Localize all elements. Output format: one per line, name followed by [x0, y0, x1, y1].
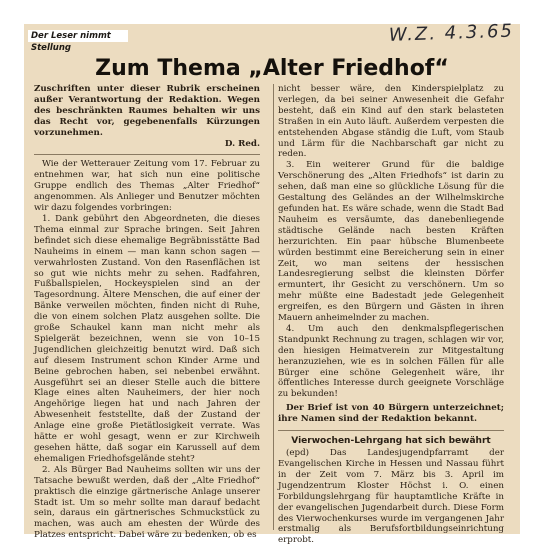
article-title: Zum Thema „Alter Friedhof“	[95, 56, 449, 81]
section-paragraph: (epd) Das Landesjugendpfarramt der Evangelischen Kirche in Hessen und Nassau führt in der Zeit vom 7. März bis 3. April im Jugendzentrum Kloster Höchst i. O. einen Forbildungslehrgang für hauptamtliche Kräfte in der evangelischen Jugendarbeit durch. Diese Form des Vierwochenkurses wurde im vergangenen Jahr erstmalig als Berufsfortbildungseinrichtung erprobt.	[278, 448, 504, 546]
left-column	[34, 84, 260, 541]
paragraph: 3. Ein weiterer Grund für die baldige Verschönerung des „Alten Friedhofs“ ist darin zu sehen, daß man eine so glückliche Lösung für die Gestaltung des Geländes an der Wilhelmskirche gefunden hat. Es wäre schade, wenn die Stadt Bad Nauheim es versäumte, das danebenliegende städtische Gelände nach besten Kräften herzurichten. Ein paar hübsche Blumenbeete würden bestimmt eine Bereicherung sein in einer Zeit, wo man seitens der hessischen Landesregierung selbst die kleinsten Dörfer ermuntert, ihr Gesicht zu verschönern. Um so mehr müßte eine Badestadt jede Gelegenheit ergreifen, es den Bürgern und Gästen in ihren Mauern anheimelnder zu machen.	[278, 160, 504, 324]
paragraph: 1. Dank gebührt den Abgeordneten, die dieses Thema einmal zur Sprache bringen. Seit Jahren befindet sich diese ehemalige Begräbnisstätte Bad Nauheims in einem — man kann schon sagen — verwahrlosten Zustand. Von den Rasenflächen ist so gut wie nichts mehr zu sehen. Radfahren, Fußballspielen, Hockeyspielen sind an der Tagesordnung. Ältere Menschen, die auf einer der Bänke verweilen möchten, finden nicht di Ruhe, die von einem solchen Platz ausgehen sollte. Die große Schaukel kann man nicht mehr als Spielgerät bezeichnen, wenn sie von 10–15 Jugendlichen gleichzeitig benutzt wird. Daß sich auf diesem Instrument schon Kinder Arme und Beine gebrochen haben, sei nebenbei erwähnt. Ausgeführt sei an dieser Stelle auch die bittere Klage eines alten Nauheimers, der hier noch Angehörige liegen hat und nach Jahren der Abwesenheit feststellte, daß der Zustand der Anlage eine große Pietätlosigkeit verrate. Was hätte er wohl gesagt, wenn er zur Kirchweih gesehen hätte, daß sogar ein Karussell auf dem ehemaligen Friedhofsgelände steht?	[34, 213, 260, 464]
newspaper-clipping	[24, 20, 520, 546]
paragraph: Wie der Wetterauer Zeitung vom 17. Februar zu entnehmen war, hat sich nun eine politische Gruppe endlich des Themas „Alter Friedhof“ angenommen. Als Anlieger und Benutzer möchten wir dazu folgendes vorbringen:	[34, 159, 260, 214]
section-heading: Vierwochen-Lehrgang hat sich bewährt	[291, 436, 491, 447]
handwritten-date-note: W.Z. 4.3.65	[388, 20, 515, 46]
right-column	[278, 84, 504, 546]
paragraph: 4. Um auch den denkmalspflegerischen Standpunkt Rechnung zu tragen, schlagen wir vor, den hiesigen Heimatverein zur Mitgestaltung heranzuziehen, wie es in solchen Fällen für alle Bürger eine schöne Gelegenheit wäre, ihr öffentliches Interesse durch geeignete Vorschläge zu bekunden!	[278, 323, 504, 400]
paragraph: nicht besser wäre, den Kinderspielplatz zu verlegen, da bei seiner Anwesenheit die Gefahr besteht, daß ein Kind auf den stark belasteten Straßen in ein Auto läuft. Außerdem verpesten die entstehenden Abgase ständig die Luft, vom Staub und Lärm für die Nachbarschaft gar nicht zu reden.	[278, 84, 504, 160]
signature-note: Der Brief ist von 40 Bürgern unterzeichnet; ihre Namen sind der Redaktion bekannt.	[278, 403, 504, 425]
paragraph: 2. Als Bürger Bad Nauheims sollten wir uns der Tatsache bewußt werden, daß der „Alte Friedhof“ praktisch die einzige gärtnerische Anlage unserer Stadt ist. Um so mehr sollte man darauf bedacht sein, daraus ein gärtnerisches Schmuckstück zu machen, was auch am ehesten der Würde des Platzes entspricht. Dabei wäre zu bedenken, ob es	[34, 464, 260, 541]
column-divider	[273, 84, 274, 530]
rule	[278, 430, 504, 431]
column-label: Der Leser nimmt Stellung	[28, 30, 128, 42]
editorial-note	[34, 84, 260, 149]
editorial-note-text: Zuschriften unter dieser Rubrik erscheinen außer Verantwortung der Redaktion. Wegen des beschränkten Raumes behalten wir uns das Recht vor, gegebenenfalls Kürzungen vorzunehmen.	[34, 84, 260, 138]
rule	[34, 154, 260, 155]
editorial-sign: D. Red.	[224, 138, 260, 149]
